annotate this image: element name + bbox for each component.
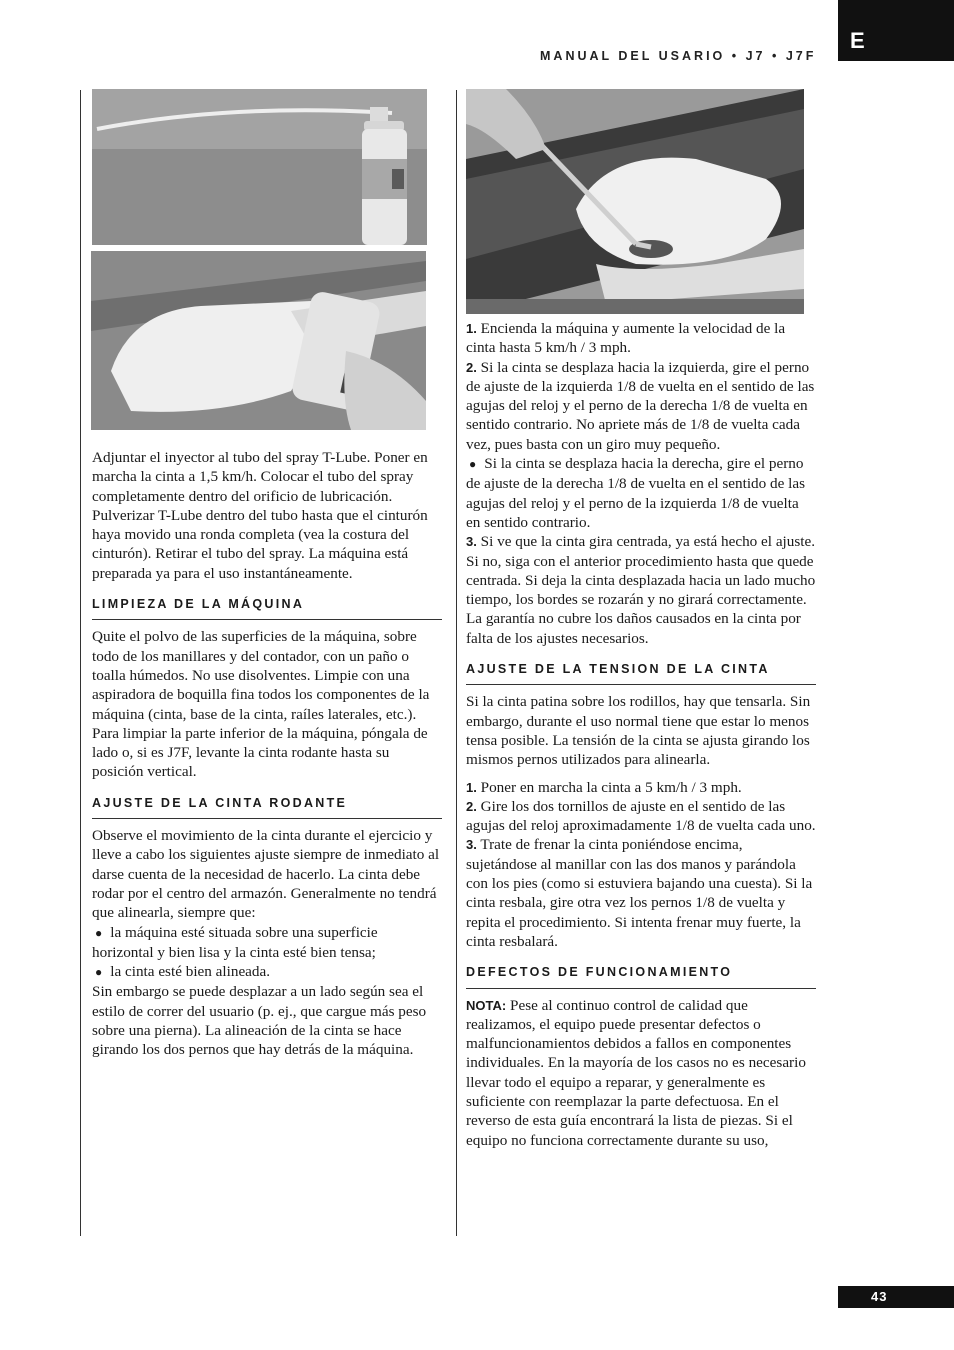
condition-bullet-1: ● la máquina esté situada sobre una superficie horizontal y bien lisa y la cinta esté bien tensa;: [92, 923, 442, 963]
note-label: NOTA:: [466, 997, 507, 1013]
belt-adjust-heading: AJUSTE DE LA CINTA RODANTE: [92, 794, 442, 819]
language-tab: [838, 0, 954, 61]
tension-step-3: [466, 835, 816, 951]
condition-bullet-2: ● la cinta esté bien alineada.: [92, 962, 442, 982]
step-number: 1.: [466, 321, 477, 336]
step-number: 3.: [466, 837, 477, 853]
running-header: MANUAL DEL USARIO • J7 • J7F: [540, 49, 817, 63]
photo-spray-can-with-tube: [92, 89, 427, 245]
step-text: Poner en marcha la cinta a 5 km/h / 3 mph.: [480, 778, 742, 796]
align-step-3: [466, 532, 816, 648]
tension-step-2: [466, 797, 816, 836]
cleaning-heading: LIMPIEZA DE LA MÁQUINA: [92, 595, 442, 620]
page-number: 43: [871, 1289, 888, 1304]
photo-adjusting-bolt-with-key: [466, 89, 804, 314]
note-paragraph: [466, 996, 816, 1150]
left-column: [92, 448, 442, 1060]
step-number: 2.: [466, 798, 477, 814]
language-code: E: [850, 28, 865, 53]
lubrication-instructions: Adjuntar el inyector al tubo del spray T-Lube. Poner en marcha la cinta a 1,5 km/h. Colocar el tubo del spray completamente dentro del orificio de lubricación. Pulverizar T-Lube dentro del tubo hasta que el cinturón haya movido una ronda completa (vea la costura del cinturón). Retirar el tubo del spray. La máquina está preparada ya para el uso instantáneamente.: [92, 449, 428, 582]
right-column: [466, 319, 816, 1150]
step-text: Si la cinta se desplaza hacia la izquierda, gire el perno de ajuste de la izquierda 1/8 de vuelta en el sentido de las agujas del reloj y el perno de la derecha 1/8 de vuelta en sentido contrario. No apriete más de 1/8 de vuelta cada vez, pues basta con un giro muy pequeño.: [466, 358, 815, 453]
align-step-2-bullet: ● Si la cinta se desplaza hacia la derecha, gire el perno de ajuste de la derecha 1/8 de vuelta en el sentido de las agujas del reloj y el perno de la izquierda 1/8 de vuelta en sentido contrario.: [466, 454, 816, 532]
step-text: Si ve que la cinta gira centrada, ya está hecho el ajuste. Si no, siga con el anterior procedimiento hasta que quede centrada. Si deja la cinta desplazada hacia un lado mucho tiempo, los bordes se rozarán y no girará correctamente. La garantía no cubre los daños causados en la cinta por falta de los ajustes necesarios.: [466, 533, 816, 647]
align-step-2: [466, 358, 816, 454]
step-number: 1.: [466, 779, 477, 795]
belt-adjust-text: Observe el movimiento de la cinta durante el ejercicio y lleve a cabo los siguientes ajuste siempre de inmediato al darse cuenta de la necesidad de hacerlo. La cinta debe rodar por el centro del armazón. Generalmente no tendrá que alinearla, siempre que:: [92, 827, 440, 922]
right-column-rule: [456, 90, 457, 1236]
page-number-box: [838, 1286, 954, 1308]
defects-heading: DEFECTOS DE FUNCIONAMIENTO: [466, 963, 816, 988]
note-text: Pese al continuo control de calidad que realizamos, el equipo puede presentar defectos o malfuncionamientos debidos a fallos en componentes individuales. En la mayoría de los casos no es necesario llevar todo el equipo a reparar, y generalmente es suficiente con reemplazar la parte defectuosa. En el reverso de esta guía encontrará la lista de piezas. Si el equipo no funciona correctamente durante su uso,: [466, 996, 806, 1149]
step-text: Trate de frenar la cinta poniéndose encima, sujetándose al manillar con las dos manos y parándola con los pies (como si estuviera bajando una cuesta). Si la cinta resbala, gire otra vez los pernos 1/8 de vuelta y repita el procedimiento. Si intenta frenar muy fuerte, la cinta resbalará.: [466, 836, 813, 950]
tension-heading: AJUSTE DE LA TENSION DE LA CINTA: [466, 660, 816, 685]
align-step-1: [466, 319, 816, 358]
step-text: Gire los dos tornillos de ajuste en el sentido de las agujas del reloj aproximadamente 1/8 de vuelta cada uno.: [466, 797, 816, 835]
step-text: Encienda la máquina y aumente la velocidad de la cinta hasta 5 km/h / 3 mph.: [466, 320, 786, 357]
step-number: 2.: [466, 359, 477, 375]
step-number: 3.: [466, 534, 477, 550]
tension-text: Si la cinta patina sobre los rodillos, hay que tensarla. Sin embargo, durante el uso normal tiene que estar lo menos tensa posible. La tensión de la cinta se ajusta girando los mismos pernos utilizados para alinearla.: [466, 693, 811, 769]
photo-spraying-lubrication-hole: [91, 251, 426, 430]
left-column-rule: [80, 90, 81, 1236]
tension-step-1: [466, 778, 816, 797]
belt-adjust-text-2: Sin embargo se puede desplazar a un lado según sea el estilo de correr del usuario (p. ej., que cargue más peso sobre una pierna). La alineación de la cinta se hace girando los dos pernos que hay detrás de la máquina.: [92, 983, 427, 1059]
cleaning-text: Quite el polvo de las superficies de la máquina, sobre todo de los manillares y del contador, con un paño o toalla húmedos. No use disolventes. Limpie con una aspiradora de boquilla fina todos los componentes de la máquina (cinta, base de la cinta, raíles laterales, etc.). Para limpiar la parte inferior de la máquina, póngala de lado o, si es J7F, levante la cinta rodante hasta su posición vertical.: [92, 628, 430, 781]
